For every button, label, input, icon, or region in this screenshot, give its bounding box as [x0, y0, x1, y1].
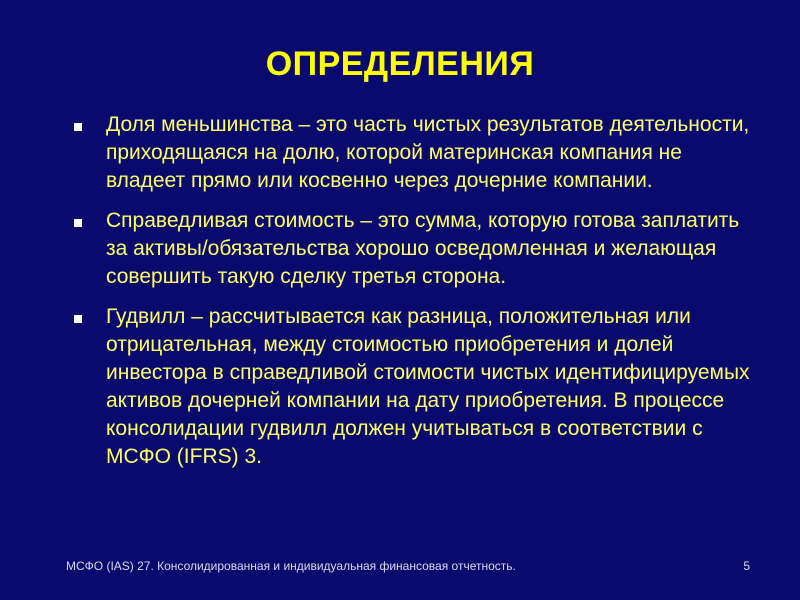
bullet-item-goodwill: [72, 303, 752, 471]
bullet-item-minority-interest: [72, 111, 752, 195]
bullet-text: Доля меньшинства – это часть чистых результатов деятельности, приходящаяся на долю, которой материнская компания не владеет прямо или косвенно через дочерние компании.: [106, 113, 750, 192]
square-bullet-icon: [74, 219, 82, 227]
slide-title: ОПРЕДЕЛЕНИЯ: [265, 45, 535, 83]
bullet-item-fair-value: [72, 207, 752, 291]
bullet-list: [72, 111, 752, 483]
footer-text: МСФО (IAS) 27. Консолидированная и индивидуальная финансовая отчетность.: [66, 559, 516, 573]
page-number: 5: [743, 559, 750, 573]
bullet-text: Справедливая стоимость – это сумма, которую готова заплатить за активы/обязательства хорошо осведомленная и желающая совершить такую сделку третья сторона.: [106, 209, 740, 288]
square-bullet-icon: [74, 123, 82, 131]
bullet-text: Гудвилл – рассчитывается как разница, положительная или отрицательная, между стоимостью приобретения и долей инвестора в справедливой стоимости чистых идентифицируемых активов дочерней компании на дату приобретения. В процессе консолидации гудвилл должен учитываться в соответствии с МСФО (IFRS) 3.: [106, 305, 750, 468]
square-bullet-icon: [74, 315, 82, 323]
